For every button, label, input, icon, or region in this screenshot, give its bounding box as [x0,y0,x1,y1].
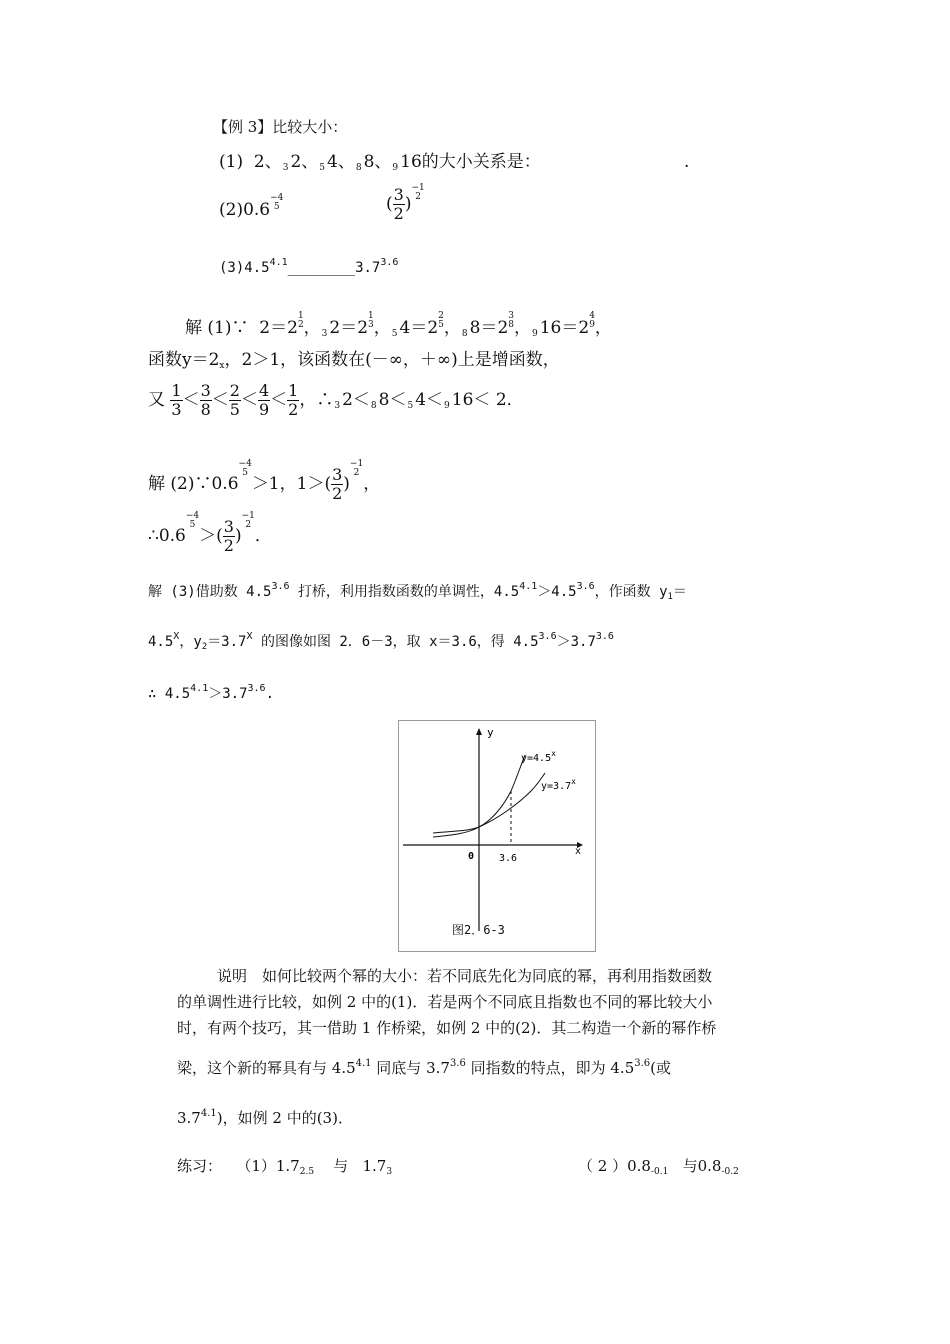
figure-caption: 图2．6-3 [452,923,505,937]
solution-3-line-3: ∴ $4.5^{4.1}>3.7^{3.6}$. [148,683,275,702]
curve-4-5-label: $y=4.5^x$ [521,749,556,764]
x-axis-label: x [575,846,582,857]
question-2-right: ( $\frac{3}{2}$ ) −1 2 [386,183,425,223]
note-line-1: 说明 如何比较两个幂的大小：若不同底先化为同底的幂，再利用指数函数 [217,967,713,985]
note-line-2: 的单调性进行比较，如例 2 中的(1)．若是两个不同底且指数也不同的幂比较大小 [177,993,713,1011]
note-line-4: 梁，这个新的幂具有与 $4.5^{4.1}$ 同底与 $3.7^{3.6}$ 同指数的特点，即为 $4.5^{3.6}$(或 [177,1058,672,1077]
y-axis-label: y [487,726,494,739]
question-1-end: . [684,152,690,172]
practice-1: 练习： $(1)1.7_{2.5}$ 与 $1.7_3$ [177,1157,393,1177]
curve-3-7 [433,773,545,837]
solution-3-line-1: 解 (3)借助数 $4.5^{3.6}$ 打桥，利用指数函数的单调性，$4.5^{4.1}>4.5^{3.6}$，作函数 $y_1=$ [148,581,687,602]
practice-2: （ 2 ）$0.8_{-0.1}$ 与$0.8_{-0.2}$ [578,1157,739,1177]
question-1: (1) 2、3 2、5 4、8 8、9 16的大小关系是： [219,152,541,173]
origin-label: 0 [468,851,475,862]
x-tick-label: 3.6 [499,853,518,864]
solution-1-line-3: 又 $\frac{1}{3}$ ＜ $\frac{3}{8}$ ＜ $\frac{2}{5}$ ＜ $\frac{4}{9}$ ＜ $\frac{1}{2}$ ，∴3 2＜8 8＜5 4＜9 16＜ 2． [148,381,524,419]
example-title: 【例 3】比较大小： [213,118,348,136]
solution-2-line-2: ∴0.6 −4 5 ＞( $\frac{3}{2}$ ) −1 2 ． [148,511,272,555]
solution-3-line-2: $4.5^X$，$y_2=3.7^X$ 的图像如图 2．6－3，取 x＝3.6，得 $4.5^{3.6}>3.7^{3.6}$ [148,631,614,652]
solution-1-line-1: 解 (1)∵ 2＝2 1 2 ，3 2＝2 1 3 ，5 4＝2 2 5 ，8 8＝2 3 8 ，9 16＝2 4 9 ， [185,311,612,339]
exponential-graph [399,721,595,951]
question-2-left: (2)0.6 −4 5 [219,193,284,220]
question-3: $(3)4.5^{4.1}\_\_\_\_\_\_\_\_3.7^{3.6}$ [219,257,399,276]
curve-3-7-label: $y=3.7^x$ [541,777,576,792]
solution-1-line-2: 函数y＝2x，2＞1，该函数在(－∞，＋∞)上是增函数， [148,350,560,371]
graph-figure [398,720,596,952]
note-line-5: $3.7^{4.1}$)，如例 2 中的(3)． [177,1108,353,1127]
note-line-3: 时，有两个技巧，其一借助 1 作桥梁，如例 2 中的(2)．其二构造一个新的幂作桥 [177,1019,717,1037]
y-axis-arrow [476,728,482,735]
solution-2-line-1: 解 (2)∵0.6 −4 5 ＞1，1＞( $\frac{3}{2}$ ) −1 2 ， [148,459,381,503]
